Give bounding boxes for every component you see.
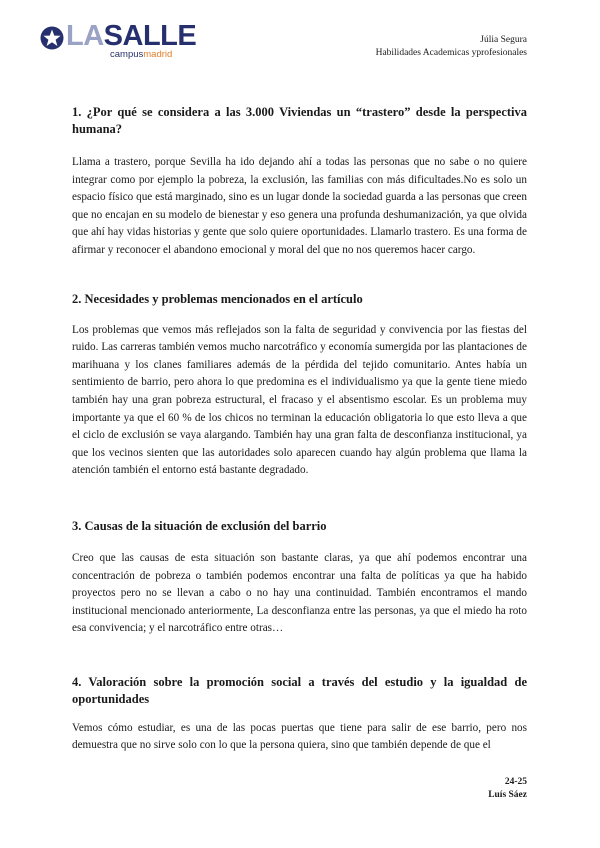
section-2-heading: 2. Necesidades y problemas mencionados en el artículo <box>72 291 363 306</box>
document-body <box>72 100 527 755</box>
section-1-heading: 1. ¿Por qué se considera a las 3.000 Viviendas un “trastero” desde la perspectiva humana? <box>72 105 527 136</box>
page-header <box>376 34 527 60</box>
header-subject: Habilidades Academicas yprofesionales <box>375 48 527 58</box>
lasalle-star-icon <box>40 26 64 50</box>
section-4-body: Vemos cómo estudiar, es una de las pocas puertas que tiene para salir de ese barrio, pero nos demuestra que no sirve solo con lo que la persona quiera, sino que también depende de que el <box>72 721 527 752</box>
logo-campus-label: campusmadrid <box>110 49 173 60</box>
logo-wordmark: LASALLE <box>66 20 197 52</box>
footer-teacher: Luís Sáez <box>488 790 527 800</box>
section-3-body: Creo que las causas de esta situación son bastante claras, ya que ahí podemos encontrar una concentración de pobreza o también podemos encontrar una falta de políticas ya que ha habido proyectos pero no se llevan a cabo o no hay una continuidad. También encontramos el mando institucional mencionado anteriormente, La desconfianza entre las personas, ya que el miedo ha roto esa convivencia; y el narcotráfico entre otras… <box>72 551 527 635</box>
section-2-body: Los problemas que vemos más reflejados son la falta de seguridad y convivencia por las fiestas del ruido. Las carreras también vemos mucho narcotráfico y economía sumergida por las plantaciones de marihuana y los clanes familiares además de la pérdida del tejido comunitario. Antes había un sentimiento de barrio, pero ahora lo que predomina es el individualismo ya que la gente tiene miedo también hay una gran pobreza estructural, el fracaso y el absentismo escolar. Es un problema muy importante ya que el 60 % de los chicos no terminan la educación obligatoria lo que esto lleva a que el ciclo de exclusión se vaya alargando. También hay una gran falta de desconfianza institucional, ya que los vecinos sienten que las autoridades solo aparecen cuando hay algún problema que llama la atención también el entorno está bastante degradado. <box>72 323 527 477</box>
page-footer <box>488 776 527 802</box>
footer-year: 24-25 <box>504 777 527 787</box>
section-4-heading: 4. Valoración sobre la promoción social a través del estudio y la igualdad de oportunidades <box>72 674 527 706</box>
header-author: Júlia Segura <box>480 35 527 45</box>
section-3-heading: 3. Causas de la situación de exclusión del barrio <box>72 518 327 533</box>
lasalle-logo <box>40 20 200 60</box>
section-1-body: Llama a trastero, porque Sevilla ha ido dejando ahí a todas las personas que no sabe o no quiere integrar como por ejemplo la pobreza, la exclusión, las familias con más dificultades.No es solo un espacio físico que está marginado, sino es un lugar donde la sociedad guarda a las personas que creen que no encajan en su modelo de bienestar y eso genera una profunda deshumanización, ya que olvida que ahí hay vidas historias y gente que solo quiere oportunidades. Llamarlo trastero. Es una forma de afirmar y reconocer el abandono emocional y moral del que no nos queremos hacer cargo. <box>72 156 527 256</box>
